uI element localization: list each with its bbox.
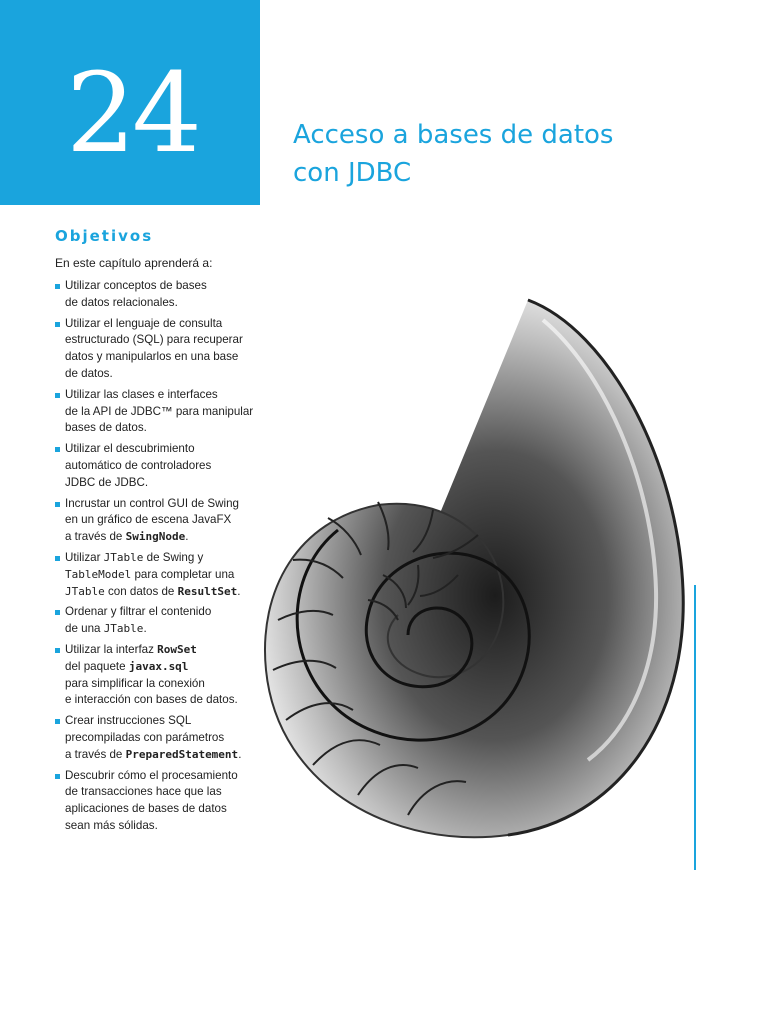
chapter-number: 24 xyxy=(66,49,198,177)
list-item xyxy=(55,713,260,763)
code-term: PreparedStatement xyxy=(125,747,239,761)
code-term: javax.sql xyxy=(128,659,189,673)
list-item-text: para completar una xyxy=(131,567,235,581)
bullet-square-icon xyxy=(55,648,60,653)
list-item xyxy=(55,387,260,437)
bullet-square-icon xyxy=(55,322,60,327)
bullet-square-icon xyxy=(55,393,60,398)
list-item-text: . xyxy=(238,747,242,761)
list-item-line: estructurado (SQL) para recuperar xyxy=(65,333,243,347)
list-item xyxy=(55,441,260,491)
list-item-line xyxy=(65,550,260,567)
list-item-text: a través de xyxy=(65,530,126,544)
list-item-line: Ordenar y filtrar el contenido xyxy=(65,605,212,619)
code-term: JTable xyxy=(103,622,144,636)
bullet-square-icon xyxy=(55,502,60,507)
list-item-line: e interacción con bases de datos. xyxy=(65,693,238,707)
list-item-text: del paquete xyxy=(65,659,129,673)
list-item-line: aplicaciones de bases de datos xyxy=(65,802,227,816)
list-item-line xyxy=(65,747,260,764)
chapter-title-line-1: Acceso a bases de datos xyxy=(293,120,614,150)
nautilus-shell-icon xyxy=(258,290,698,850)
list-item-line xyxy=(65,642,260,659)
code-term: JTable xyxy=(65,584,105,598)
chapter-title xyxy=(293,116,713,192)
code-term: JTable xyxy=(103,550,144,564)
list-item-text: . xyxy=(237,584,241,598)
list-item xyxy=(55,550,260,600)
list-item-text: con datos de xyxy=(104,584,178,598)
chapter-number-box xyxy=(0,0,260,205)
list-item-line: Utilizar las clases e interfaces xyxy=(65,387,218,401)
list-item-line: bases de datos. xyxy=(65,421,147,435)
list-item-line: Crear instrucciones SQL xyxy=(65,714,192,728)
list-item xyxy=(55,768,260,835)
list-item-line: Utilizar el descubrimiento xyxy=(65,442,195,456)
chapter-title-line-2: con JDBC xyxy=(293,158,412,188)
list-item-line: de datos relacionales. xyxy=(65,295,178,309)
list-item-line xyxy=(65,621,260,638)
list-item-line: JDBC de JDBC. xyxy=(65,475,149,489)
list-item-line: sean más sólidas. xyxy=(65,818,158,832)
objectives-intro: En este capítulo aprenderá a: xyxy=(55,256,213,270)
list-item xyxy=(55,604,260,638)
list-item-line: Descubrir cómo el procesamiento xyxy=(65,768,238,782)
list-item-line xyxy=(65,567,260,584)
list-item-text: . xyxy=(143,622,147,636)
bullet-square-icon xyxy=(55,774,60,779)
list-item xyxy=(55,278,260,312)
list-item-text: Utilizar xyxy=(65,550,104,564)
list-item-line: en un gráfico de escena JavaFX xyxy=(65,513,232,527)
list-item-text: . xyxy=(185,530,189,544)
list-item-line: de datos. xyxy=(65,366,113,380)
list-item-line: datos y manipularlos en una base xyxy=(65,350,239,364)
list-item-text: Utilizar la interfaz xyxy=(65,642,158,656)
code-term: RowSet xyxy=(157,642,197,656)
code-term: TableModel xyxy=(65,567,132,581)
list-item-text: a través de xyxy=(65,747,126,761)
shell-outer-body xyxy=(265,300,683,837)
code-term: ResultSet xyxy=(177,584,238,598)
page-edge-rule xyxy=(694,585,696,870)
objectives-list xyxy=(55,278,260,839)
list-item-line: Utilizar el lenguaje de consulta xyxy=(65,316,223,330)
list-item-text: de Swing y xyxy=(143,550,204,564)
list-item xyxy=(55,316,260,383)
list-item-line: de transacciones hace que las xyxy=(65,785,222,799)
code-term: SwingNode xyxy=(125,530,186,544)
list-item xyxy=(55,496,260,546)
list-item-line: automático de controladores xyxy=(65,458,212,472)
bullet-square-icon xyxy=(55,719,60,724)
list-item-text: de una xyxy=(65,622,104,636)
bullet-square-icon xyxy=(55,447,60,452)
list-item-line xyxy=(65,529,260,546)
list-item-line xyxy=(65,584,260,601)
list-item-line: precompiladas con parámetros xyxy=(65,730,225,744)
list-item-line: para simplificar la conexión xyxy=(65,676,205,690)
list-item-line: Incrustar un control GUI de Swing xyxy=(65,496,239,510)
list-item-line: de la API de JDBC™ para manipular xyxy=(65,404,254,418)
list-item xyxy=(55,642,260,709)
list-item-line xyxy=(65,659,260,676)
objectives-heading: Objetivos xyxy=(55,227,154,245)
bullet-square-icon xyxy=(55,284,60,289)
list-item-line: Utilizar conceptos de bases xyxy=(65,279,207,292)
bullet-square-icon xyxy=(55,556,60,561)
bullet-square-icon xyxy=(55,610,60,615)
